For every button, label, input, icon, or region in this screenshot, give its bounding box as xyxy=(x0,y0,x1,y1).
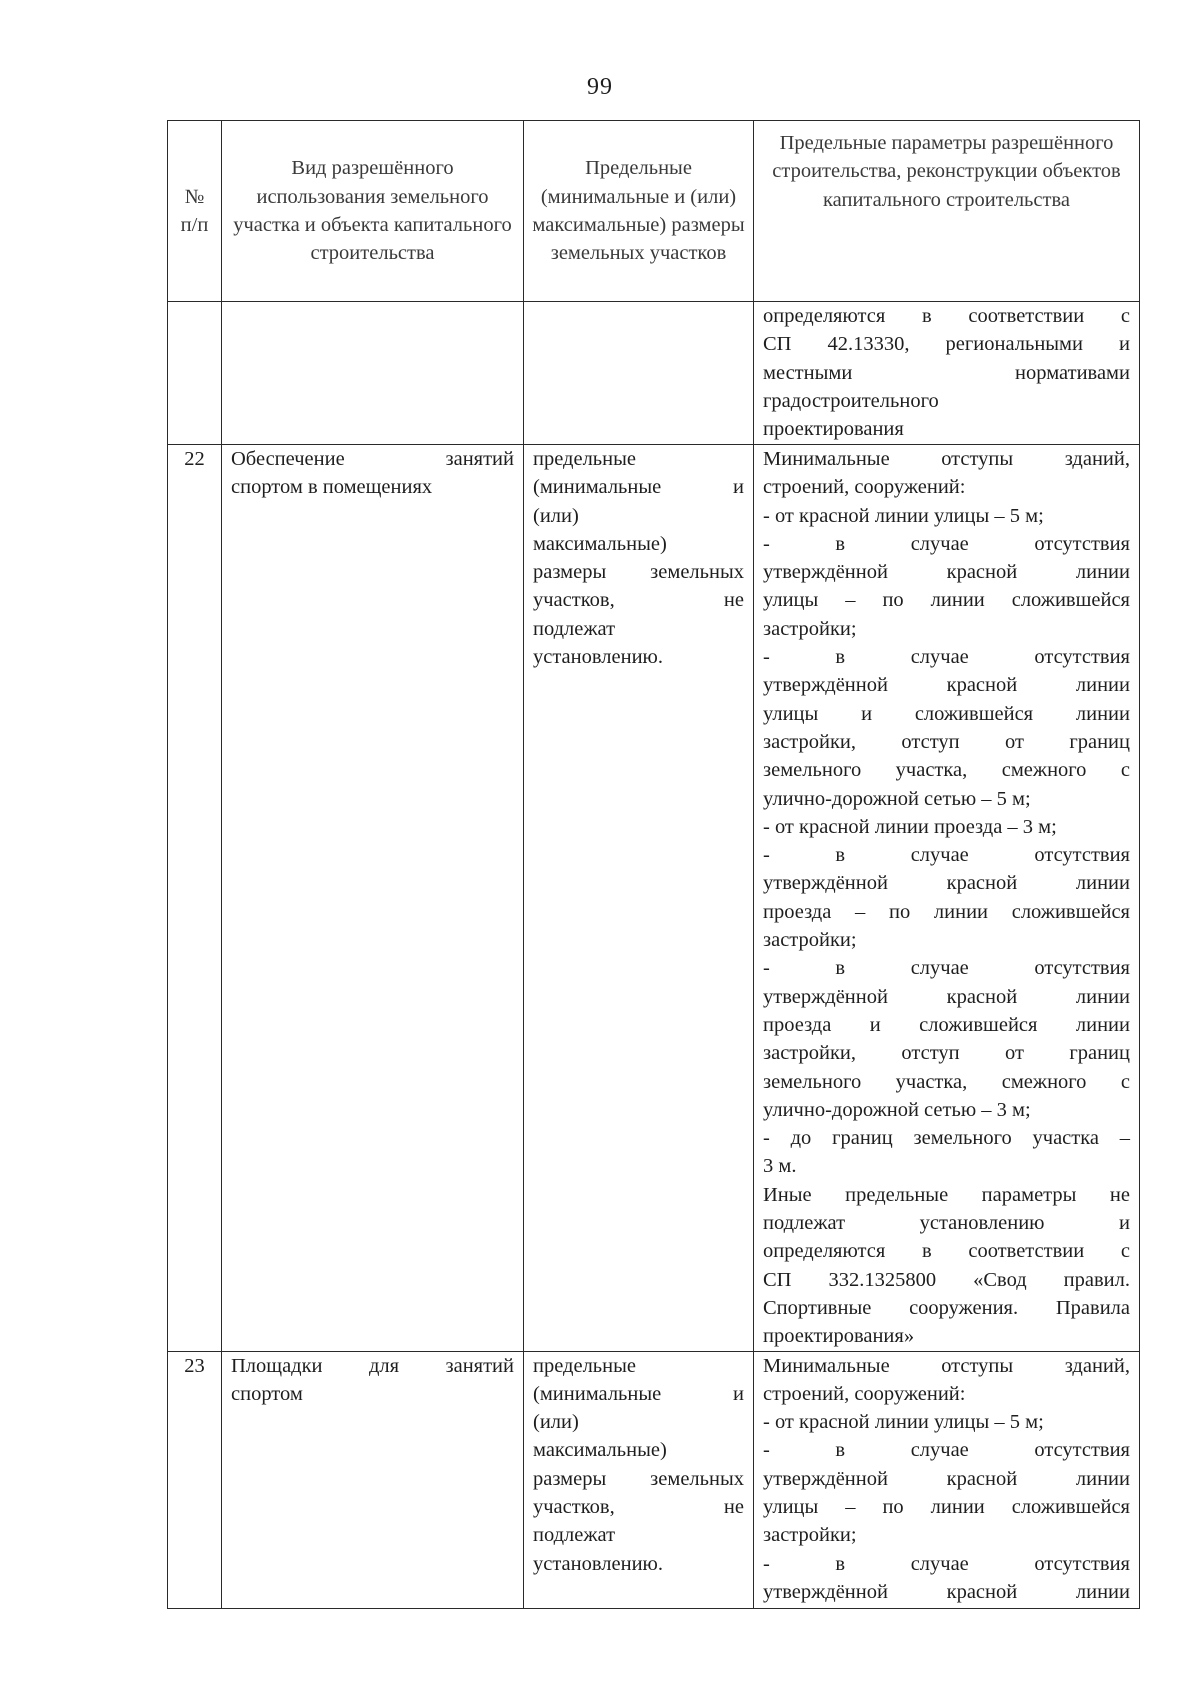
params-line: проектирования» xyxy=(763,1325,915,1348)
params-line: определяются в соответствии с xyxy=(763,1240,1130,1263)
page-number: 99 xyxy=(587,74,613,100)
params-line: - в случае отсутствия xyxy=(763,957,1130,980)
size-line: максимальные) xyxy=(533,532,667,555)
size-line: (или) xyxy=(533,504,579,527)
params-line: Спортивные сооружения. Правила xyxy=(763,1296,1130,1319)
row-number-cell: 22 xyxy=(168,445,222,1352)
size-line: участков, не xyxy=(533,1495,744,1518)
params-line: улично-дорожной сетью – 3 м; xyxy=(763,1098,1031,1121)
use-line: спортом xyxy=(231,1382,303,1405)
params-line: проезда и сложившейся линии xyxy=(763,1013,1130,1036)
table-row-22 xyxy=(168,445,1140,1352)
size-line: установлению. xyxy=(533,1552,663,1575)
params-line: СП 42.13330, региональными и xyxy=(763,333,1130,356)
table-header-row xyxy=(168,121,1140,302)
size-line: установлению. xyxy=(533,646,663,669)
row-size-cell xyxy=(524,445,754,1352)
params-line: - от красной линии проезда – 3 м; xyxy=(763,815,1057,838)
row-params-cell xyxy=(754,1351,1140,1608)
params-line: застройки, отступ от границ xyxy=(763,1042,1130,1065)
params-line: местными нормативами xyxy=(763,361,1130,384)
params-line: земельного участка, смежного с xyxy=(763,1070,1130,1093)
row-params-cell xyxy=(754,445,1140,1352)
params-line: застройки; xyxy=(763,929,857,952)
params-line: проезда – по линии сложившейся xyxy=(763,900,1130,923)
params-line: - от красной линии улицы – 5 м; xyxy=(763,1411,1044,1434)
regulations-table xyxy=(167,120,1140,1609)
params-line: строений, сооружений: xyxy=(763,476,966,499)
params-line: - до границ земельного участка – xyxy=(763,1127,1130,1150)
header-construction-parameters: Предельные параметры разрешённого строительства, реконструкции объектов капитального строительства xyxy=(754,121,1140,302)
header-permitted-use: Вид разрешённого использования земельного участка и объекта капитального строительства xyxy=(222,121,524,302)
params-line: - в случае отсутствия xyxy=(763,1552,1130,1575)
row-number-cell xyxy=(168,302,222,445)
params-line: земельного участка, смежного с xyxy=(763,759,1130,782)
size-line: размеры земельных xyxy=(533,561,744,584)
table-row-23 xyxy=(168,1351,1140,1608)
size-line: размеры земельных xyxy=(533,1467,744,1490)
header-plot-sizes: Предельные (минимальные и (или) максимальные) размеры земельных участков xyxy=(524,121,754,302)
row-size-cell xyxy=(524,302,754,445)
params-line: застройки; xyxy=(763,617,857,640)
params-line: утверждённой красной линии xyxy=(763,1467,1130,1490)
params-line: - в случае отсутствия xyxy=(763,844,1130,867)
size-line: подлежат xyxy=(533,1524,616,1547)
params-line: - в случае отсутствия xyxy=(763,532,1130,555)
params-line: застройки; xyxy=(763,1524,857,1547)
table-row-continued xyxy=(168,302,1140,445)
params-line: Иные предельные параметры не xyxy=(763,1183,1130,1206)
row-params-cell xyxy=(754,302,1140,445)
use-line: спортом в помещениях xyxy=(231,476,433,499)
row-use-cell xyxy=(222,445,524,1352)
params-line: определяются в соответствии с xyxy=(763,305,1130,327)
params-line: улично-дорожной сетью – 5 м; xyxy=(763,787,1031,810)
params-line: строений, сооружений: xyxy=(763,1382,966,1405)
size-line: предельные xyxy=(533,448,637,470)
use-line: Площадки для занятий xyxy=(231,1354,514,1377)
size-line: (минимальные и xyxy=(533,1382,744,1405)
row-size-cell xyxy=(524,1351,754,1608)
size-line: предельные xyxy=(533,1354,637,1377)
params-line: - от красной линии улицы – 5 м; xyxy=(763,504,1044,527)
params-line: утверждённой красной линии xyxy=(763,1580,1130,1603)
params-line: Минимальные отступы зданий, xyxy=(763,448,1130,470)
params-line: улицы – по линии сложившейся xyxy=(763,1495,1130,1518)
params-line: 3 м. xyxy=(763,1155,797,1178)
params-line: - в случае отсутствия xyxy=(763,1439,1130,1462)
size-line: максимальные) xyxy=(533,1439,667,1462)
row-number-cell: 23 xyxy=(168,1351,222,1608)
size-line: подлежат xyxy=(533,617,616,640)
params-line: утверждённой красной линии xyxy=(763,872,1130,895)
row-use-cell xyxy=(222,302,524,445)
params-line: утверждённой красной линии xyxy=(763,674,1130,697)
size-line: участков, не xyxy=(533,589,744,612)
size-line: (или) xyxy=(533,1411,579,1434)
params-line: СП 332.1325800 «Свод правил. xyxy=(763,1268,1130,1291)
params-line: подлежат установлению и xyxy=(763,1212,1130,1235)
size-line: (минимальные и xyxy=(533,476,744,499)
params-line: улицы и сложившейся линии xyxy=(763,702,1130,725)
params-line: Минимальные отступы зданий, xyxy=(763,1354,1130,1377)
params-line: проектирования xyxy=(763,418,904,441)
params-line: застройки, отступ от границ xyxy=(763,730,1130,753)
params-line: - в случае отсутствия xyxy=(763,646,1130,669)
params-line: градостроительного xyxy=(763,389,939,412)
header-number: № п/п xyxy=(168,121,222,302)
use-line: Обеспечение занятий xyxy=(231,448,514,470)
params-line: улицы – по линии сложившейся xyxy=(763,589,1130,612)
params-line: утверждённой красной линии xyxy=(763,561,1130,584)
params-line: утверждённой красной линии xyxy=(763,985,1130,1008)
row-use-cell xyxy=(222,1351,524,1608)
